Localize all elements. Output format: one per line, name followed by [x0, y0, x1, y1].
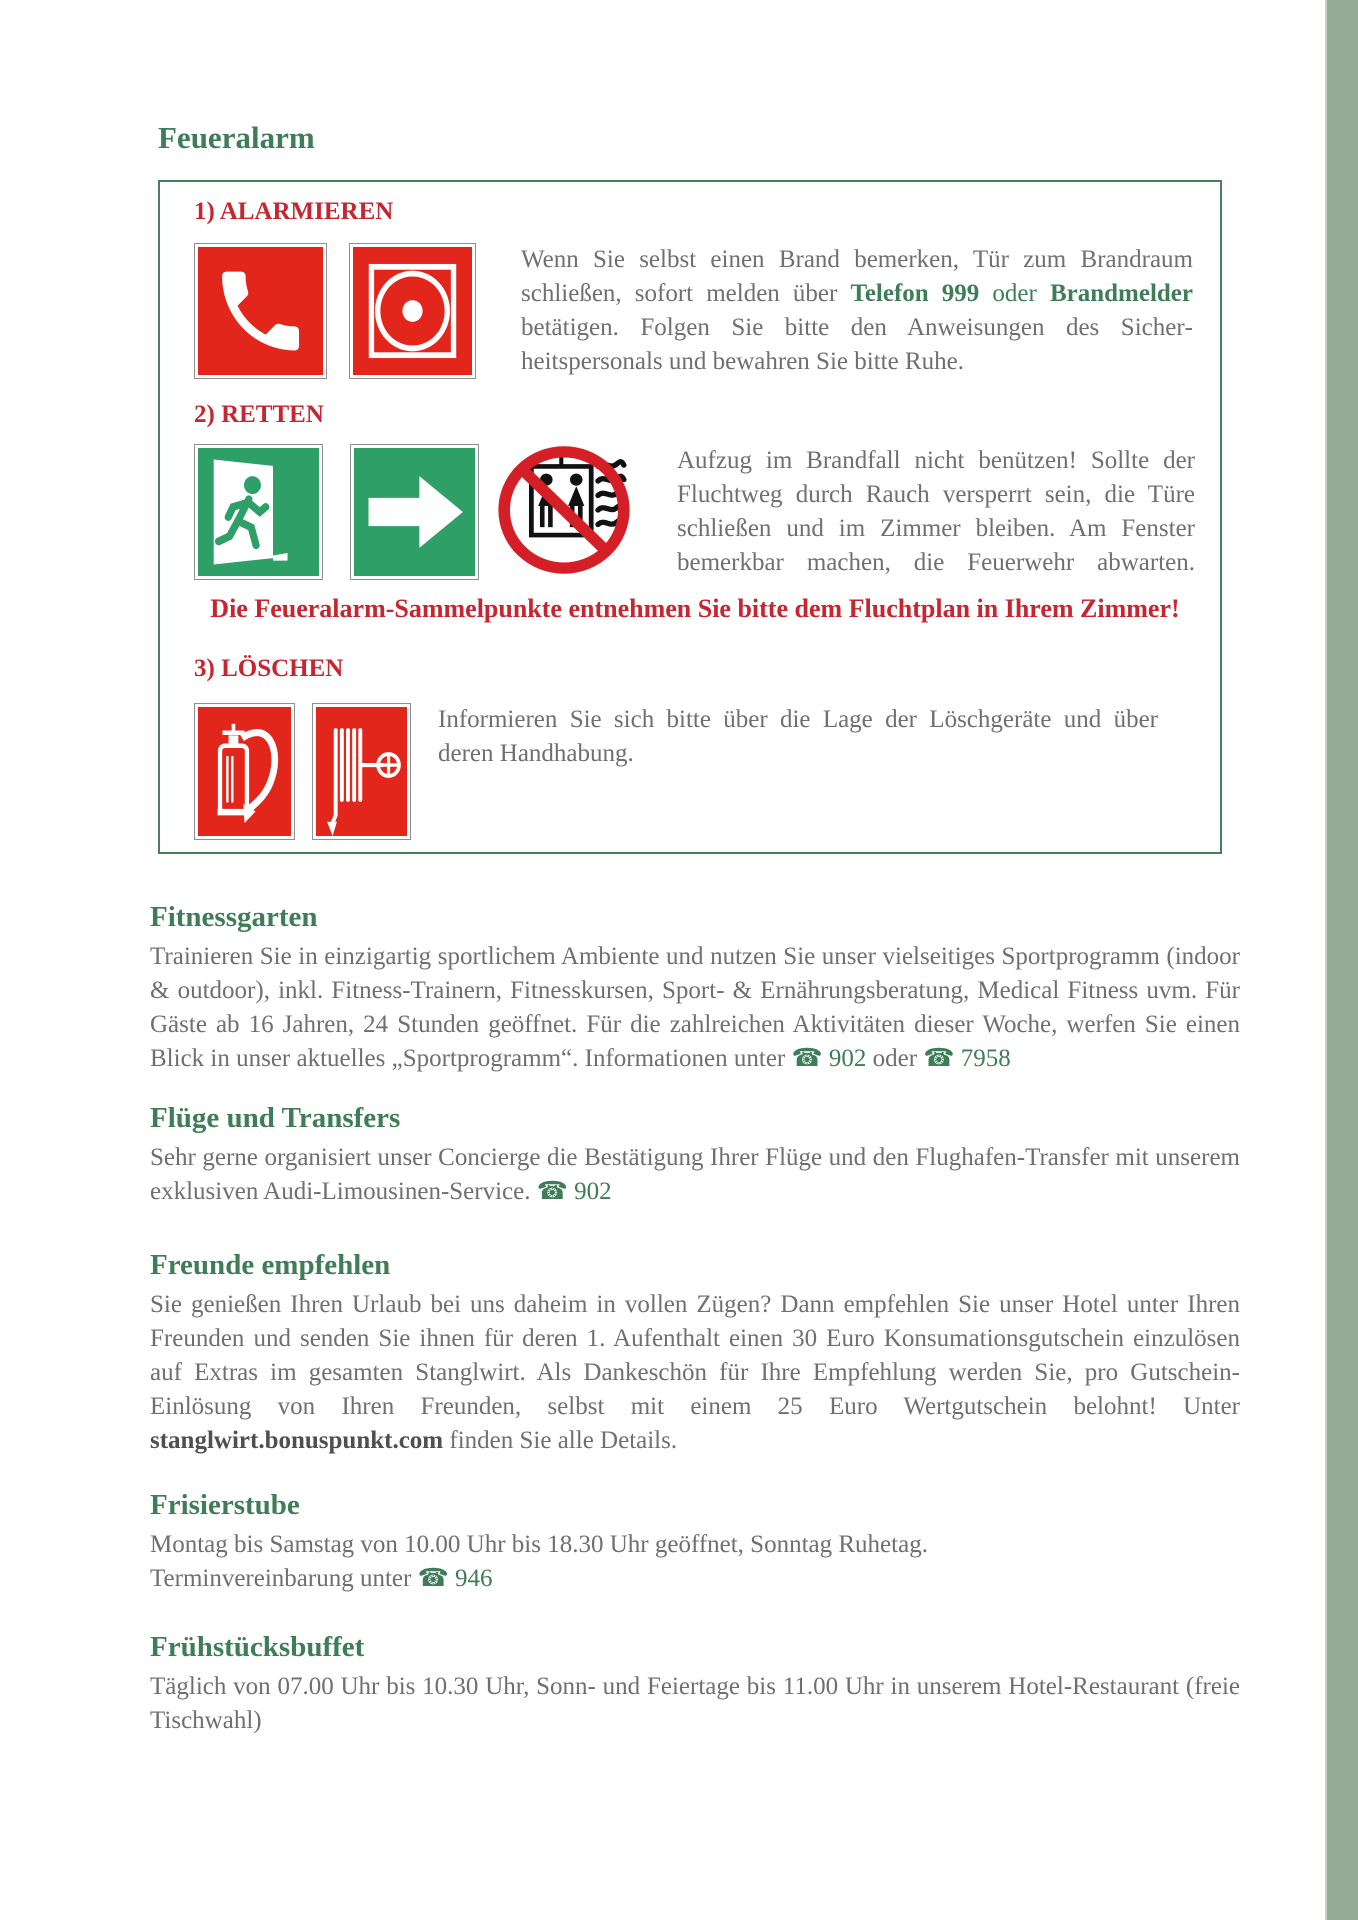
- text-segment: Informieren Sie sich bitte über die Lage der Löschgeräte und über deren Handhabung.: [438, 706, 1158, 767]
- text-segment: Telefon 999: [850, 280, 980, 307]
- step-label-retten: 2) RETTEN: [194, 401, 324, 428]
- section-paragraph: [150, 1288, 1240, 1458]
- text-segment: Täglich von 07.00 Uhr bis 10.30 Uhr, Sonn- und Feiertage bis 11.00 Uhr in unserem Hotel-Restaurant (freie Tischwahl): [150, 1673, 1240, 1734]
- section-paragraph: [150, 1528, 1240, 1562]
- direction-arrow-sign-icon: [350, 444, 479, 580]
- step-label-alarmieren: 1) ALARMIEREN: [194, 198, 394, 225]
- text-segment: Sie genießen Ihren Urlaub bei uns daheim in vollen Zügen? Dann empfehlen Sie unser Hotel unter Ihren Freunden und senden Sie ihnen für deren 1. Aufenthalt einen 30 Euro Konsumationsgutschein einzulösen auf Extras im gesamten Stanglwirt. Als Dankeschön für Ihre Empfehlung werden Sie, pro Gutschein-Einlösung von Ihren Freunden, selbst mit einem 25 Euro Wertgutschein belohnt! Unter: [150, 1291, 1240, 1420]
- loeschen-row: [194, 703, 1196, 840]
- text-segment: finden Sie alle Details.: [443, 1427, 678, 1454]
- emergency-exit-sign-icon: [194, 444, 323, 580]
- text-segment: betätigen. Folgen Sie bitte den Anweisungen des Sicherheitspersonals und bewahren Sie bitte Ruhe.: [521, 314, 1193, 375]
- text-segment: Brandmelder: [1049, 280, 1193, 307]
- text-segment: oder: [866, 1045, 924, 1072]
- section-frisierstube: [150, 1486, 1240, 1596]
- fire-assembly-notice: Die Feueralarm-Sammelpunkte entnehmen Sie bitte dem Fluchtplan in Ihrem Zimmer!: [210, 594, 1180, 623]
- section-paragraph: [150, 940, 1240, 1076]
- text-segment: Montag bis Samstag von 10.00 Uhr bis 18.30 Uhr geöffnet, Sonntag Ruhetag.: [150, 1531, 928, 1558]
- text-segment: ☎ 902: [536, 1178, 612, 1205]
- text-segment: Wenn Sie selbst einen Brand bemerken, Tür zum Brandraum schließen, sofort melden über: [521, 246, 1193, 307]
- section-title: Freunde empfehlen: [150, 1249, 391, 1281]
- text-segment: Terminvereinbarung unter: [150, 1565, 418, 1592]
- section-paragraph: [150, 1141, 1240, 1209]
- text-segment: Trainieren Sie in einzigartig sportlichem Ambiente und nutzen Sie unser vielseitiges Sportprogramm (indoor & outdoor), inkl. Fitness-Trainern, Fitnesskursen, Sport- & Ernährungsberatung, Medical Fitness uvm. Für Gäste ab 16 Jahren, 24 Stunden geöffnet. Für die zahlreichen Aktivitäten dieser Woche, werfen Sie einen Blick in unser aktuelles „Sportprogramm“. Informationen unter: [150, 943, 1240, 1072]
- fire-hose-sign-icon: [312, 703, 411, 840]
- section-fitnessgarten: [150, 898, 1240, 1076]
- section-title: Frühstücksbuffet: [150, 1631, 365, 1663]
- no-elevator-in-fire-icon: [496, 444, 632, 576]
- section-title: Fitnessgarten: [150, 901, 318, 933]
- retten-row: [194, 444, 1196, 580]
- section-freunde-empfehlen: [150, 1246, 1240, 1458]
- text-segment: ☎ 946: [417, 1565, 493, 1592]
- text-segment: Sehr gerne organisiert unser Concierge die Bestätigung Ihrer Flüge und den Flughafen-Transfer mit unserem exklusiven Audi-Limousinen-Service.: [150, 1144, 1240, 1205]
- text-segment: oder: [979, 280, 1050, 307]
- fire-extinguisher-sign-icon: [194, 703, 295, 840]
- alarmieren-text: [521, 243, 1193, 379]
- right-accent-bar: [1325, 0, 1358, 1920]
- fire-alarm-button-icon: [349, 243, 476, 379]
- text-segment: stanglwirt.bonuspunkt.com: [150, 1427, 444, 1454]
- loeschen-text: [438, 703, 1158, 771]
- phone-sign-icon: [194, 243, 327, 379]
- text-segment: Aufzug im Brandfall nicht benützen! Sollte der Fluchtweg durch Rauch versperrt sein, die Türe schließen und im Zimmer bleiben. Am Fenster bemerkbar machen, die Feuerwehr abwarten.: [677, 447, 1195, 576]
- section-paragraph: [150, 1670, 1240, 1738]
- page-content: [150, 0, 1240, 1738]
- alarmieren-row: [194, 243, 1196, 379]
- section-fluege-und-transfers: [150, 1099, 1240, 1209]
- fire-alarm-box: [158, 180, 1222, 854]
- section-title: Frisierstube: [150, 1489, 300, 1521]
- page-title: Feueralarm: [158, 120, 315, 155]
- section-fruehstuecksbuffet: [150, 1628, 1240, 1738]
- text-segment: ☎ 902: [791, 1045, 867, 1072]
- section-paragraph: [150, 1562, 1240, 1596]
- section-title: Flüge und Transfers: [150, 1102, 401, 1134]
- text-segment: ☎ 7958: [923, 1045, 1011, 1072]
- step-label-loeschen: 3) LÖSCHEN: [194, 655, 344, 682]
- retten-text: [677, 444, 1195, 580]
